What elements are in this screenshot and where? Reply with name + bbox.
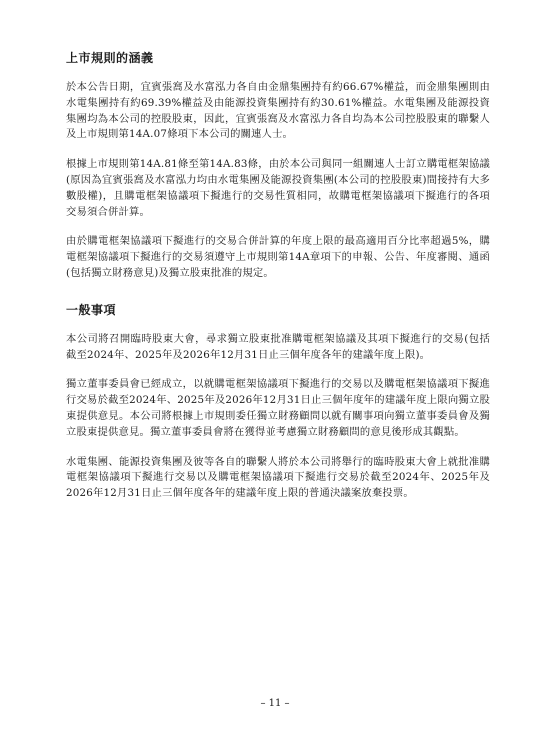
section-heading: 上市規則的涵義 <box>66 51 154 65</box>
paragraph: 水電集團、能源投資集團及彼等各自的聯繫人將於本公司將舉行的臨時股東大會上就批准購電框架協議項下擬進行交易以及購電框架協議項下擬進行交易於截至2024年、2025年及2026年12月31日止三個年度各年的建議年度上限的普通決議案放棄投票。 <box>66 455 490 500</box>
paragraph: 由於購電框架協議項下擬進行的交易合併計算的年度上限的最高適用百分比率超過5%，購電框架協議項下擬進行的交易須遵守上市規則第14A章項下的申報、公告、年度審閱、通函(包括獨立財務意見)及獨立股東批准的規定。 <box>66 235 490 279</box>
paragraph: 獨立董事委員會已經成立，以就購電框架協議項下擬進行的交易以及購電框架協議項下擬進行交易於截至2024年、2025年及2026年12月31日止三個年度年的建議年度上限向獨立股東提供意見。本公司將根據上市規則委任獨立財務顧問以就有關事項向獨立董事委員會及獨立股東提供意見。獨立董事委員會將在獲得並考慮獨立財務顧問的意見後形成其觀點。 <box>66 378 490 438</box>
section-listing-rules-implications <box>66 50 490 282</box>
page-number: – 11 – <box>260 698 290 709</box>
section-heading: 一般事項 <box>66 302 117 317</box>
paragraph: 根據上市規則第14A.81條至第14A.83條，由於本公司與同一組關連人士訂立購電框架協議(原因為宜賓張窩及水富泓力均由水電集團及能源投資集團(本公司的控股股東)間接持有大多數股權)，且購電框架協議項下擬進行的交易性質相同，故購電框架協議項下擬進行的各項交易須合併計算。 <box>66 158 490 218</box>
paragraph: 於本公告日期，宜賓張窩及水富泓力各自由金鼎集團持有約66.67%權益，而金鼎集團則由水電集團持有約69.39%權益及由能源投資集團持有約30.61%權益。水電集團及能源投資集團均為本公司的控股股東，因此，宜賓張窩及水富泓力各自均為本公司控股股東的聯繫人及上市規則第14A.07條項下本公司的關連人士。 <box>66 81 490 141</box>
document-body <box>66 50 490 516</box>
section-general <box>66 302 490 502</box>
paragraph: 本公司將召開臨時股東大會，尋求獨立股東批准購電框架協議及其項下擬進行的交易(包括截至2024年、2025年及2026年12月31日止三個年度各年的建議年度上限)。 <box>66 332 490 361</box>
